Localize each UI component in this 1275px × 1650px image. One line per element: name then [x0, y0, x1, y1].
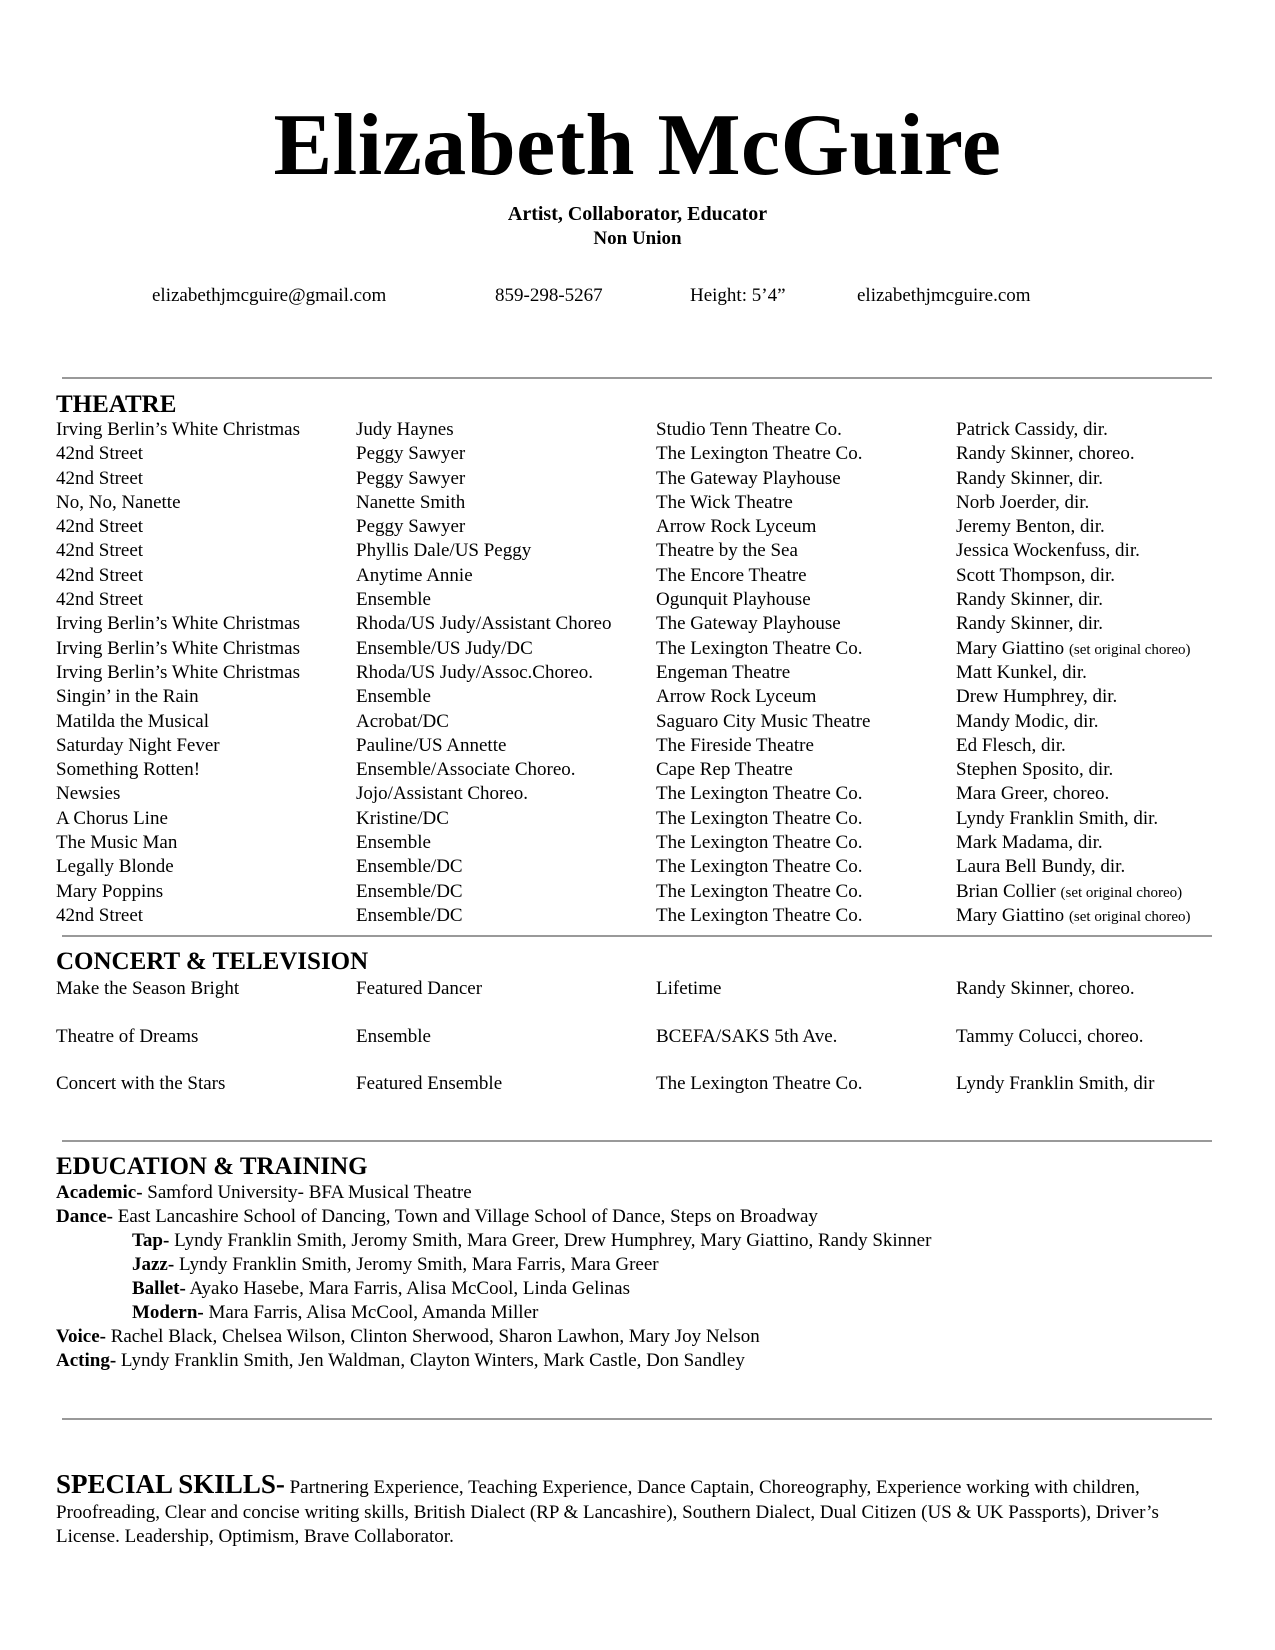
skills-text: Partnering Experience, Teaching Experience, Dance Captain, Choreography, Experience working with children, Proofreading, Clear and concise writing skills, British Dialect (RP & Lancashire), Southern Dialect, Dual Citizen (US & UK Passports), Driver’s License. Leadership, Optimism, Brave Collaborator.: [56, 1477, 1159, 1547]
credit-show-text: Saturday Night Fever: [56, 734, 220, 756]
credit-director: [956, 612, 1226, 636]
credit-venue-text: BCEFA/SAKS 5th Ave.: [656, 1025, 838, 1047]
credit-show-text: Irving Berlin’s White Christmas: [56, 419, 300, 440]
credit-venue: [656, 661, 956, 685]
credit-show-text: A Chorus Line: [56, 807, 168, 829]
credit-role: [356, 539, 656, 563]
credit-role-text: Rhoda/US Judy/Assoc.Choreo.: [356, 661, 593, 683]
credit-role: [356, 1072, 656, 1120]
credit-director: [956, 685, 1226, 709]
credit-director-text: Laura Bell Bundy, dir.: [956, 856, 1126, 878]
credit-venue: [656, 637, 956, 661]
credit-role-text: Judy Haynes: [356, 419, 454, 440]
education-label: Tap-: [132, 1230, 170, 1251]
credit-director: [956, 855, 1226, 879]
credit-director: [956, 661, 1226, 685]
theatre-heading: THEATRE: [56, 391, 177, 418]
credit-venue-text: The Fireside Theatre: [656, 734, 814, 756]
credit-venue-text: The Lexington Theatre Co.: [656, 807, 863, 829]
credit-row: [56, 685, 1226, 709]
credit-venue-text: The Lexington Theatre Co.: [656, 904, 863, 926]
credit-row: [56, 612, 1226, 636]
education-label: Acting-: [56, 1350, 117, 1371]
credit-role: [356, 855, 656, 879]
credit-role: [356, 734, 656, 758]
credit-director-text: Lyndy Franklin Smith, dir: [956, 1073, 1155, 1094]
credit-venue-text: Arrow Rock Lyceum: [656, 516, 817, 538]
credit-show-text: Legally Blonde: [56, 856, 174, 878]
credit-venue-text: Ogunquit Playhouse: [656, 589, 811, 611]
credit-row: [56, 467, 1226, 491]
credit-venue: [656, 418, 956, 442]
credit-role-text: Ensemble: [356, 686, 431, 708]
credit-row: [56, 904, 1226, 928]
education-text: Samford University- BFA Musical Theatre: [142, 1182, 472, 1203]
divider-rule: [62, 1140, 1212, 1142]
credit-show-text: The Music Man: [56, 832, 178, 854]
credit-director-text: Mara Greer, choreo.: [956, 783, 1110, 805]
credit-role-text: Kristine/DC: [356, 807, 449, 829]
credit-director: [956, 710, 1226, 734]
credit-show: [56, 831, 356, 855]
credit-venue: [656, 807, 956, 831]
credit-venue: [656, 564, 956, 588]
credit-director-text: Scott Thompson, dir.: [956, 564, 1116, 586]
credit-director-text: Brian Collier: [956, 880, 1056, 902]
credit-role: [356, 442, 656, 466]
credit-row: [56, 880, 1226, 904]
education-line: [56, 1253, 1216, 1277]
theatre-credits-table: [56, 418, 1226, 928]
credit-venue: [656, 685, 956, 709]
education-line: [56, 1181, 1216, 1205]
contact-phone: 859-298-5267: [495, 285, 603, 306]
education-text: East Lancashire School of Dancing, Town and Village School of Dance, Steps on Broadway: [112, 1206, 818, 1227]
credit-venue: [656, 1072, 956, 1120]
credit-role: [356, 612, 656, 636]
credit-role: [356, 807, 656, 831]
credit-role: [356, 491, 656, 515]
credit-show: [56, 904, 356, 928]
credit-role: [356, 418, 656, 442]
education-line: [56, 1325, 1216, 1349]
credit-show: [56, 661, 356, 685]
credit-director: [956, 564, 1226, 588]
credit-role-text: Peggy Sawyer: [356, 443, 466, 465]
credit-director-text: Mandy Modic, dir.: [956, 710, 1099, 732]
education-label: Dance-: [56, 1206, 113, 1227]
special-skills: [56, 1469, 1216, 1550]
credit-director: [956, 734, 1226, 758]
credit-venue: [656, 710, 956, 734]
credit-show: [56, 588, 356, 612]
credit-show: [56, 539, 356, 563]
credit-director: [956, 491, 1226, 515]
education-text: Rachel Black, Chelsea Wilson, Clinton Sherwood, Sharon Lawhon, Mary Joy Nelson: [105, 1326, 760, 1347]
credit-row: [56, 977, 1226, 1025]
credit-venue-text: The Lexington Theatre Co.: [656, 443, 863, 465]
credit-show-text: Newsies: [56, 783, 121, 805]
credit-director-text: Randy Skinner, choreo.: [956, 978, 1135, 999]
credit-show-text: Irving Berlin’s White Christmas: [56, 661, 300, 683]
credit-director: [956, 515, 1226, 539]
credit-show: [56, 734, 356, 758]
credit-show: [56, 758, 356, 782]
credit-venue-text: The Lexington Theatre Co.: [656, 856, 863, 878]
credit-role-text: Featured Ensemble: [356, 1073, 503, 1094]
credit-venue-text: Cape Rep Theatre: [656, 759, 793, 781]
credit-role: [356, 782, 656, 806]
concert-credits-table: [56, 977, 1226, 1120]
union-status: Non Union: [593, 228, 682, 249]
credit-director-text: Stephen Sposito, dir.: [956, 759, 1114, 781]
credit-director: [956, 758, 1226, 782]
credit-venue: [656, 539, 956, 563]
credit-director: [956, 637, 1226, 661]
credit-show-text: 42nd Street: [56, 467, 144, 489]
credit-venue-text: Theatre by the Sea: [656, 540, 798, 562]
credit-role: [356, 880, 656, 904]
credit-role-text: Ensemble/US Judy/DC: [356, 637, 533, 659]
credit-role-text: Ensemble/Associate Choreo.: [356, 759, 576, 781]
education-text: Lyndy Franklin Smith, Jeromy Smith, Mara Farris, Mara Greer: [174, 1254, 659, 1275]
credit-venue: [656, 758, 956, 782]
credit-venue-text: Engeman Theatre: [656, 661, 791, 683]
credit-role-text: Peggy Sawyer: [356, 467, 466, 489]
credit-director-text: Mark Madama, dir.: [956, 832, 1103, 854]
credit-director: [956, 880, 1226, 904]
credit-row: [56, 515, 1226, 539]
credit-role-text: Ensemble/DC: [356, 880, 463, 902]
credit-show: [56, 637, 356, 661]
credit-show: [56, 442, 356, 466]
education-line: [56, 1205, 1216, 1229]
credit-row: [56, 734, 1226, 758]
credit-show-text: Irving Berlin’s White Christmas: [56, 637, 300, 659]
education-heading: EDUCATION & TRAINING: [56, 1153, 368, 1180]
credit-director: [956, 442, 1226, 466]
credit-show-text: 42nd Street: [56, 564, 144, 586]
credit-show-text: 42nd Street: [56, 516, 144, 538]
credit-venue: [656, 880, 956, 904]
credit-show-text: No, No, Nanette: [56, 491, 181, 513]
education-line: [56, 1229, 1216, 1253]
credit-role: [356, 831, 656, 855]
credit-director: [956, 539, 1226, 563]
credit-role-text: Ensemble/DC: [356, 904, 463, 926]
credit-role: [356, 685, 656, 709]
education-label: Modern-: [132, 1302, 204, 1323]
credit-director-text: Randy Skinner, choreo.: [956, 443, 1135, 465]
credit-row: [56, 539, 1226, 563]
education-line: [56, 1349, 1216, 1373]
credit-role-text: Anytime Annie: [356, 564, 473, 586]
credit-role: [356, 515, 656, 539]
credit-row: [56, 1072, 1226, 1120]
credit-role-text: Rhoda/US Judy/Assistant Choreo: [356, 613, 612, 635]
credit-venue: [656, 977, 956, 1025]
credit-show: [56, 807, 356, 831]
credit-role-text: Peggy Sawyer: [356, 516, 466, 538]
credit-role: [356, 710, 656, 734]
credit-show-text: 42nd Street: [56, 589, 144, 611]
credit-role: [356, 1025, 656, 1073]
contact-email: elizabethjmcguire@gmail.com: [152, 285, 387, 306]
credit-director: [956, 904, 1226, 928]
credit-show: [56, 467, 356, 491]
credit-role: [356, 637, 656, 661]
credit-director: [956, 1025, 1226, 1073]
credit-director: [956, 467, 1226, 491]
credit-show: [56, 564, 356, 588]
credit-show-text: Theatre of Dreams: [56, 1025, 199, 1047]
credit-venue-text: Saguaro City Music Theatre: [656, 710, 871, 732]
credit-role-text: Acrobat/DC: [356, 710, 449, 732]
credit-director: [956, 588, 1226, 612]
credit-show-text: Something Rotten!: [56, 759, 201, 781]
credit-venue-text: Studio Tenn Theatre Co.: [656, 419, 842, 440]
credit-director-text: Randy Skinner, dir.: [956, 467, 1104, 489]
credit-venue: [656, 734, 956, 758]
credit-director-text: Patrick Cassidy, dir.: [956, 419, 1108, 440]
credit-role-text: Jojo/Assistant Choreo.: [356, 783, 529, 805]
credit-venue: [656, 612, 956, 636]
credit-director: [956, 977, 1226, 1025]
credit-row: [56, 491, 1226, 515]
credit-venue: [656, 588, 956, 612]
credit-note: (set original choreo): [1068, 908, 1191, 925]
credit-show-text: 42nd Street: [56, 540, 144, 562]
education-text: Ayako Hasebe, Mara Farris, Alisa McCool, Linda Gelinas: [185, 1278, 630, 1299]
credit-row: [56, 588, 1226, 612]
credit-show-text: 42nd Street: [56, 904, 144, 926]
concert-heading: CONCERT & TELEVISION: [56, 948, 369, 975]
credit-venue: [656, 1025, 956, 1073]
credit-show-text: Mary Poppins: [56, 880, 164, 902]
credit-row: [56, 831, 1226, 855]
credit-role-text: Pauline/US Annette: [356, 734, 507, 756]
education-label: Voice-: [56, 1326, 106, 1347]
divider-rule: [62, 377, 1212, 379]
credit-director-text: Randy Skinner, dir.: [956, 613, 1104, 635]
credit-show: [56, 710, 356, 734]
credit-row: [56, 418, 1226, 442]
divider-rule: [62, 935, 1212, 937]
credit-show: [56, 515, 356, 539]
credit-director: [956, 807, 1226, 831]
contact-height: Height: 5’4”: [690, 285, 786, 306]
education-text: Mara Farris, Alisa McCool, Amanda Miller: [203, 1302, 539, 1323]
credit-role: [356, 758, 656, 782]
education-text: Lyndy Franklin Smith, Jen Waldman, Clayton Winters, Mark Castle, Don Sandley: [116, 1350, 745, 1371]
credit-row: [56, 855, 1226, 879]
credit-role-text: Ensemble: [356, 1025, 431, 1047]
education-list: [56, 1181, 1216, 1373]
credit-role: [356, 977, 656, 1025]
credit-venue: [656, 442, 956, 466]
credit-show-text: Irving Berlin’s White Christmas: [56, 613, 300, 635]
credit-row: [56, 661, 1226, 685]
credit-row: [56, 637, 1226, 661]
credit-row: [56, 807, 1226, 831]
credit-show: [56, 977, 356, 1025]
credit-show-text: 42nd Street: [56, 443, 144, 465]
credit-show: [56, 782, 356, 806]
credit-venue-text: The Lexington Theatre Co.: [656, 1073, 863, 1094]
credit-note: (set original choreo): [1068, 641, 1191, 658]
credit-role: [356, 564, 656, 588]
credit-venue-text: The Lexington Theatre Co.: [656, 783, 863, 805]
credit-show: [56, 880, 356, 904]
education-label: Ballet-: [132, 1278, 186, 1299]
credit-show-text: Singin’ in the Rain: [56, 686, 199, 708]
credit-director-text: Norb Joerder, dir.: [956, 491, 1090, 513]
credit-show: [56, 685, 356, 709]
credit-venue-text: Lifetime: [656, 978, 722, 999]
credit-show-text: Concert with the Stars: [56, 1073, 226, 1094]
credit-row: [56, 758, 1226, 782]
credit-director: [956, 831, 1226, 855]
credit-venue: [656, 515, 956, 539]
credit-venue-text: The Gateway Playhouse: [656, 467, 841, 489]
credit-director-text: Randy Skinner, dir.: [956, 589, 1104, 611]
credit-venue: [656, 855, 956, 879]
credit-venue: [656, 904, 956, 928]
credit-venue: [656, 782, 956, 806]
credit-venue: [656, 467, 956, 491]
credit-role-text: Ensemble: [356, 832, 431, 854]
credit-venue-text: The Gateway Playhouse: [656, 613, 841, 635]
credit-note: (set original choreo): [1060, 884, 1183, 901]
credit-role: [356, 904, 656, 928]
education-line: [56, 1277, 1216, 1301]
credit-role-text: Featured Dancer: [356, 978, 483, 999]
credit-venue: [656, 491, 956, 515]
skills-heading: SPECIAL SKILLS-: [56, 1469, 285, 1499]
credit-director-text: Matt Kunkel, dir.: [956, 661, 1087, 683]
credit-row: [56, 564, 1226, 588]
credit-director-text: Jessica Wockenfuss, dir.: [956, 540, 1140, 562]
tagline: Artist, Collaborator, Educator: [507, 203, 768, 225]
credit-venue-text: The Lexington Theatre Co.: [656, 832, 863, 854]
credit-director-text: Mary Giattino: [956, 637, 1065, 659]
resume-name: Elizabeth McGuire: [273, 97, 1002, 194]
divider-rule: [62, 1418, 1212, 1420]
credit-director-text: Tammy Colucci, choreo.: [956, 1025, 1144, 1047]
education-label: Jazz-: [132, 1254, 175, 1275]
credit-director: [956, 418, 1226, 442]
credit-venue-text: The Wick Theatre: [656, 491, 793, 513]
credit-role-text: Ensemble/DC: [356, 856, 463, 878]
contact-website: elizabethjmcguire.com: [857, 285, 1031, 306]
education-text: Lyndy Franklin Smith, Jeromy Smith, Mara Greer, Drew Humphrey, Mary Giattino, Randy Skinner: [169, 1230, 932, 1251]
credit-venue: [656, 831, 956, 855]
education-line: [56, 1301, 1216, 1325]
credit-show: [56, 1025, 356, 1073]
credit-venue-text: Arrow Rock Lyceum: [656, 686, 817, 708]
credit-venue-text: The Encore Theatre: [656, 564, 807, 586]
credit-director: [956, 1072, 1226, 1120]
credit-role-text: Ensemble: [356, 589, 431, 611]
credit-show: [56, 491, 356, 515]
credit-show: [56, 855, 356, 879]
credit-row: [56, 710, 1226, 734]
credit-row: [56, 1025, 1226, 1073]
credit-show: [56, 1072, 356, 1120]
education-label: Academic-: [56, 1182, 143, 1203]
credit-venue-text: The Lexington Theatre Co.: [656, 637, 863, 659]
credit-director-text: Lyndy Franklin Smith, dir.: [956, 807, 1159, 829]
credit-role-text: Phyllis Dale/US Peggy: [356, 540, 532, 562]
credit-venue-text: The Lexington Theatre Co.: [656, 880, 863, 902]
credit-show: [56, 418, 356, 442]
credit-director-text: Drew Humphrey, dir.: [956, 686, 1118, 708]
credit-director: [956, 782, 1226, 806]
credit-show-text: Matilda the Musical: [56, 710, 210, 732]
credit-role: [356, 588, 656, 612]
credit-role: [356, 467, 656, 491]
credit-show: [56, 612, 356, 636]
credit-director-text: Jeremy Benton, dir.: [956, 516, 1105, 538]
credit-director-text: Ed Flesch, dir.: [956, 734, 1066, 756]
credit-row: [56, 782, 1226, 806]
credit-director-text: Mary Giattino: [956, 904, 1065, 926]
credit-role-text: Nanette Smith: [356, 491, 466, 513]
credit-show-text: Make the Season Bright: [56, 978, 240, 999]
credit-row: [56, 442, 1226, 466]
credit-role: [356, 661, 656, 685]
